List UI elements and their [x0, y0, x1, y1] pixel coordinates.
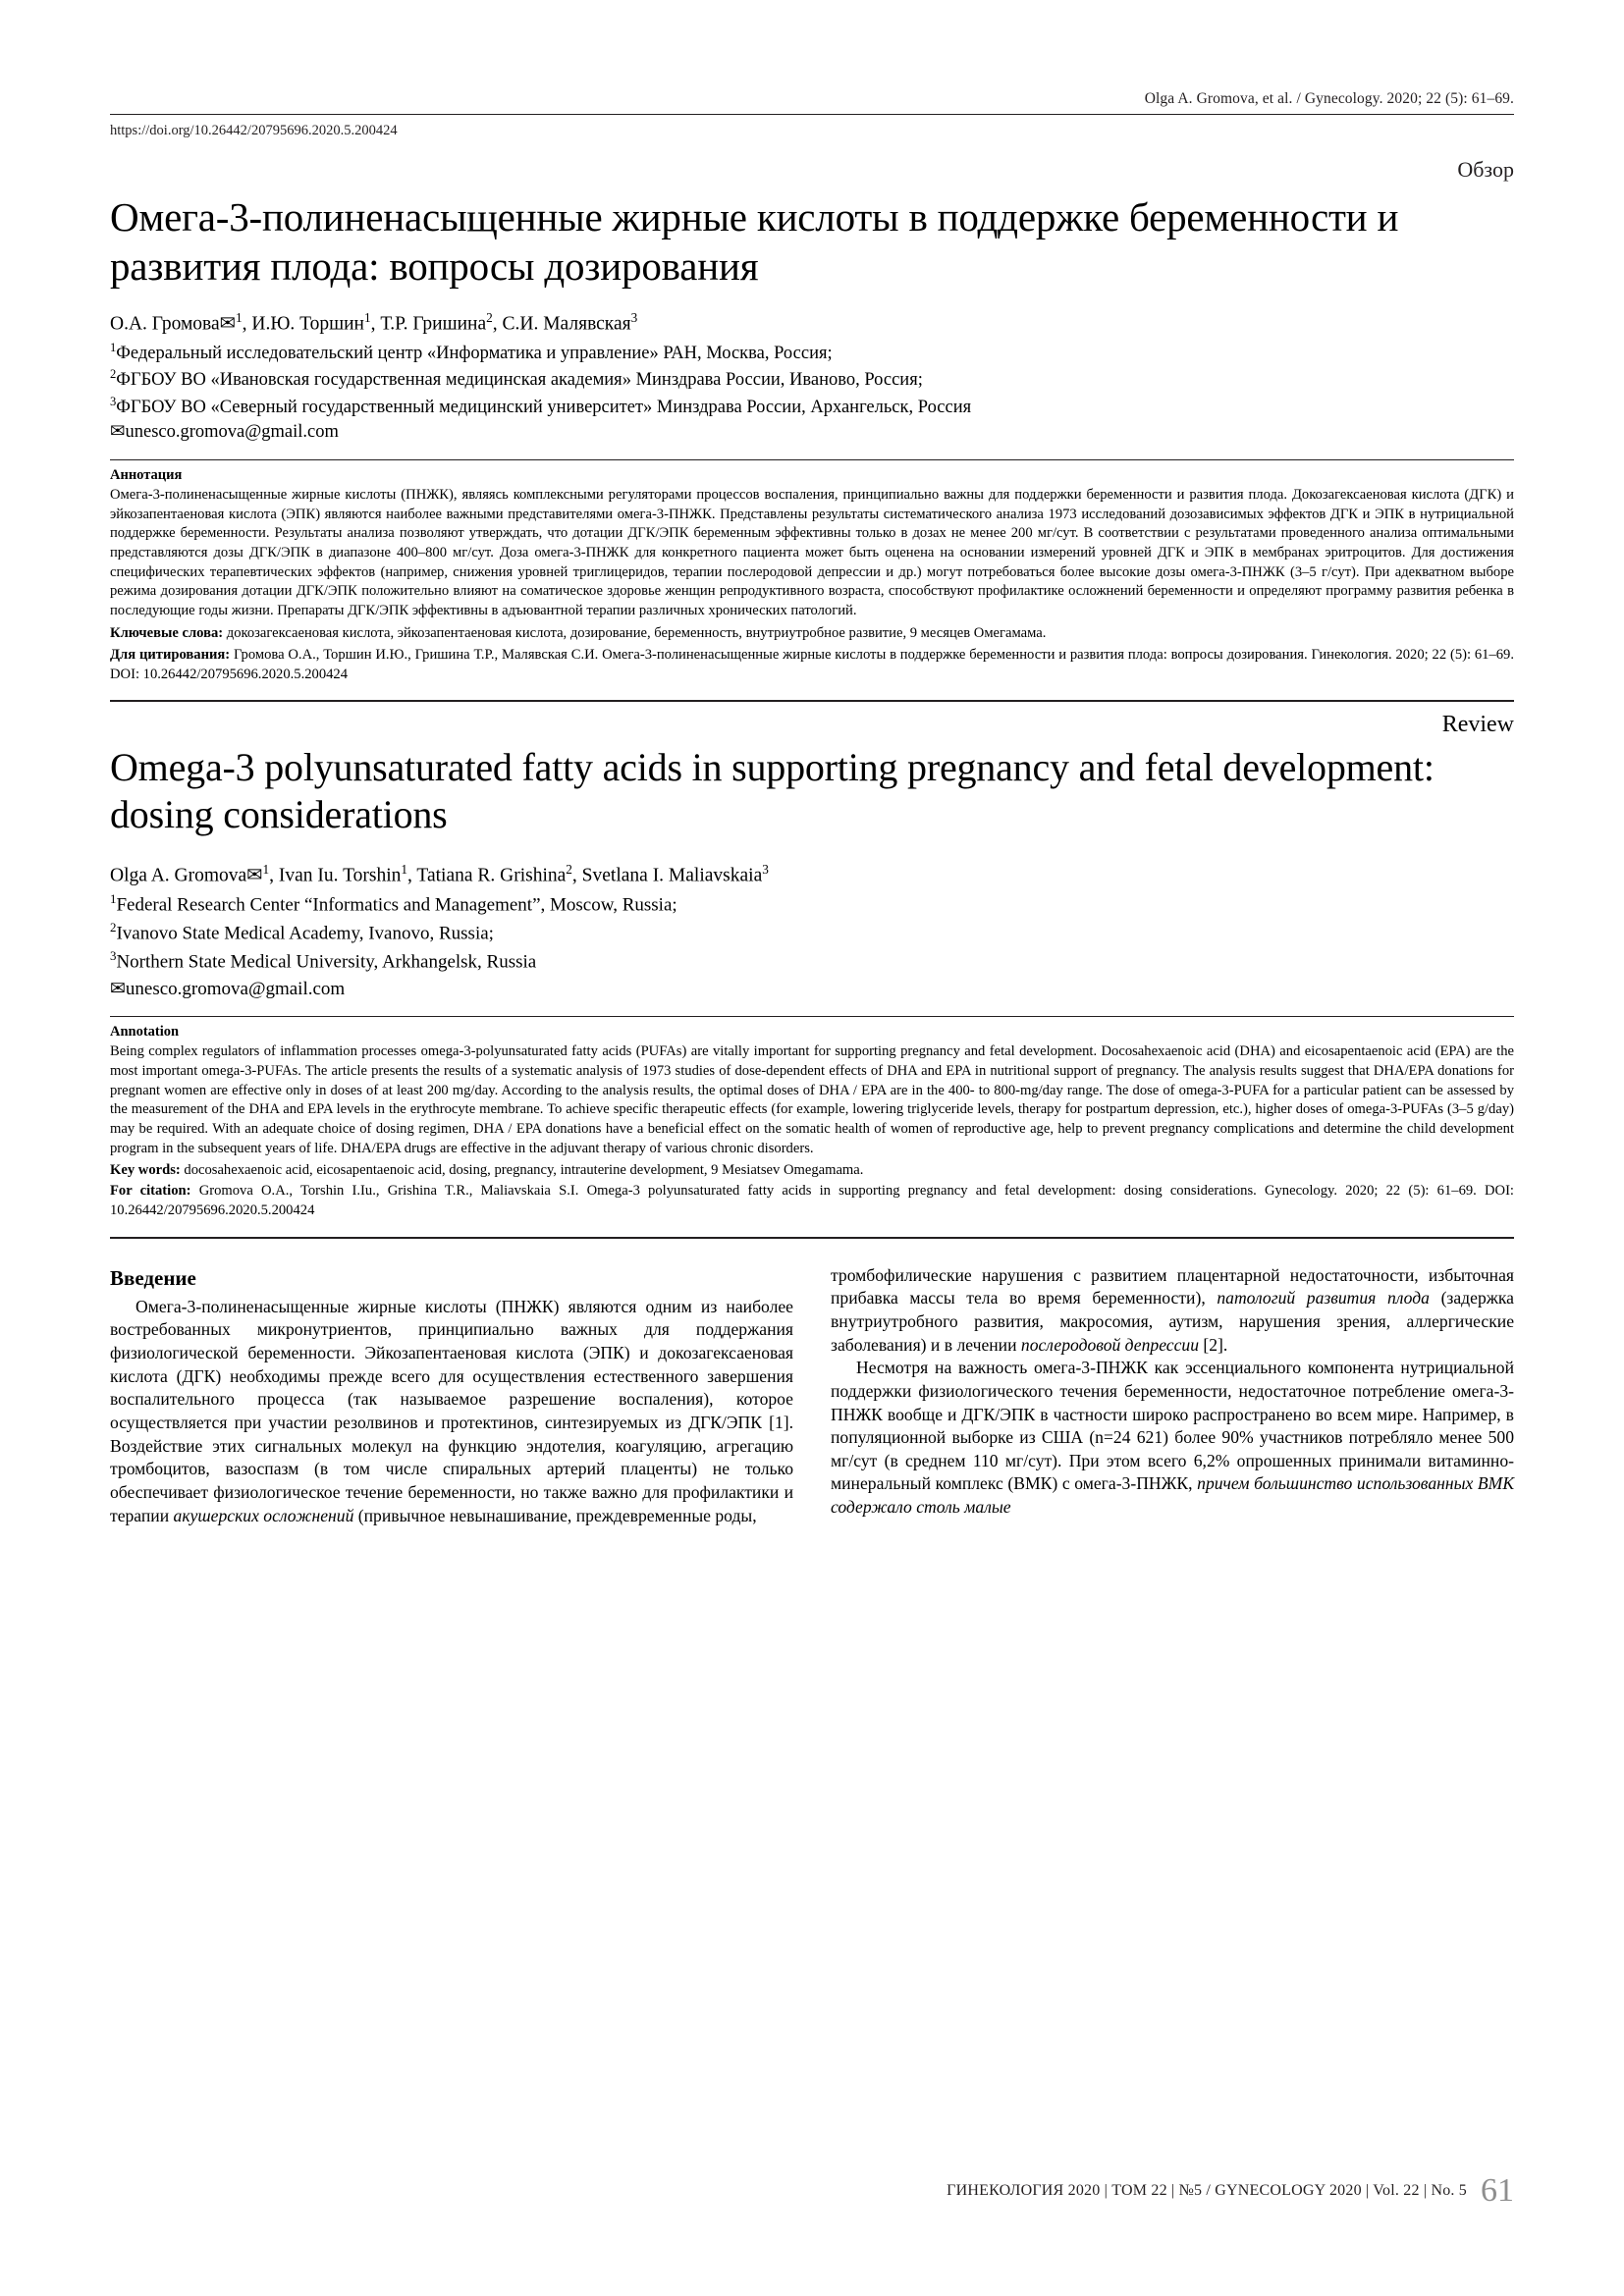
- body-paragraph-2: [831, 1264, 1514, 1358]
- authors-ru: О.А. Громова✉$^1$, И.Ю. Торшин$^1$, Т.Р. Гришина$^2$, С.И. Малявская$^3$: [110, 309, 638, 335]
- body-divider: [110, 1237, 1514, 1239]
- annotation-heading-en: Annotation: [110, 1024, 180, 1041]
- affiliation-en-3: $^3$Northern State Medical University, Arkhangelsk, Russia: [110, 947, 537, 973]
- affiliations-ru: [110, 340, 1514, 420]
- body-paragraph-1: [110, 1296, 793, 1528]
- citation-label-en: For citation:: [110, 1183, 191, 1200]
- keywords-label-en: Key words:: [110, 1161, 181, 1178]
- footer-journal-line: ГИНЕКОЛОГИЯ 2020 | ТОМ 22 | №5 / GYNECOLOGY 2020 | Vol. 22 | No. 5: [947, 2182, 1467, 2199]
- keywords-en: [110, 1161, 1514, 1181]
- affiliations-en: [110, 890, 1514, 976]
- body-p2-italic-1: патологий развития плода: [1217, 1288, 1430, 1308]
- body-paragraph-3: [831, 1357, 1514, 1520]
- annotation-text-en: Being complex regulators of inflammation processes omega-3-polyunsaturated fatty acids (PUFAs) are vitally important for supporting pregnancy and fetal development. Docosahexaenoic acid (DHA) and eicosapentaenoic acid (EPA) are the most important omega-3-PUFAs. The article presents the results of a systematic analysis of 1973 studies of dose-dependent effects of DHA and EPA in nutritional support of pregnancy. The analysis results suggest that DHA/EPA donations for pregnant women are effective only in doses of at least 200 mg/day. According to the analysis results, the optimal doses of DHA / EPA are in the 400- to 800-mg/day range. The dose of omega-3-PUFA for a particular patient can be assessed by the measurement of the DHA and EPA levels in the erythrocyte membrane. To achieve specific therapeutic effects (for example, lowering triglyceride levels, therapy for postpartum depression, etc.), higher doses of omega-3-PUFAs (3–5 g/day) may be required. With an adequate choice of dosing regimen, DHA / EPA donations have a beneficial effect on the somatic health of women of reproductive age, help to prevent pregnancy complications and determine the child development program in the subsequent years of life. DHA/EPA drugs are effective in the adjuvant therapy of various chronic disorders.: [110, 1043, 1514, 1156]
- page-number: 61: [1481, 2172, 1514, 2209]
- section-kind-ru: Обзор: [1457, 157, 1514, 182]
- body-p2-part3: [2].: [1199, 1334, 1228, 1355]
- body-p3-italic: причем большинство использованных ВМК содержало столь малые: [831, 1473, 1514, 1518]
- header-divider: [110, 114, 1514, 115]
- keywords-ru: [110, 624, 1514, 644]
- page-content: [110, 90, 1514, 1527]
- affiliation-ru-3: $^3$ФГБОУ ВО «Северный государственный медицинский университет» Минздрава России, Архангельск, Россия: [110, 394, 972, 418]
- citation-label-ru: Для цитирования:: [110, 647, 231, 664]
- body-columns: [110, 1264, 1514, 1528]
- corresponding-email-en[interactable]: ✉unesco.gromova@gmail.com: [110, 978, 346, 999]
- language-divider: [110, 700, 1514, 702]
- citation-text-en: Gromova O.A., Torshin I.Iu., Grishina T.R., Maliavskaia S.I. Omega-3 polyunsaturated fatty acids in supporting pregnancy and fetal development: dosing considerations. Gynecology. 2020; 22 (5): 61–69. DOI: 10.26442/20795696.2020.5.200424: [110, 1183, 1514, 1218]
- authors-en: Olga A. Gromova✉$^1$, Ivan Iu. Torshin$^1$, Tatiana R. Grishina$^2$, Svetlana I. Maliavskaia$^3$: [110, 862, 769, 886]
- affiliation-en-1: $^1$Federal Research Center “Informatics and Management”, Moscow, Russia;: [110, 891, 677, 916]
- keywords-label-ru: Ключевые слова:: [110, 624, 224, 641]
- keywords-text-ru: докозагексаеновая кислота, эйкозапентаеновая кислота, дозирование, беременность, внутриутробное развитие, 9 месяцев Омегамама.: [226, 624, 1047, 641]
- article-title-ru: Омега-3-полиненасыщенные жирные кислоты в поддержке беременности и развития плода: вопросы дозирования: [110, 194, 1399, 290]
- body-p1-part1: Омега-3-полиненасыщенные жирные кислоты (ПНЖК) являются одним из наиболее востребованных микронутриентов, принципиально важных для поддержания физиологической беременности. Эйкозапентаеновая кислота (ЭПК) и докозагексаеновая кислота (ДГК) необходимы прежде всего для осуществления естественного завершения воспалительного процесса (так называемое разрешение воспаления), которое осуществляется при участии резолвинов и протектинов, синтезируемых из ДГК/ЭПК [1]. Воздействие этих сигнальных молекул на функцию эндотелия, коагуляцию, агрегацию тромбоцитов, вазоспазм (в том числе спиральных артерий плаценты) не только обеспечивает физиологическое течение беременности, но также важно для профилактики и терапии: [110, 1296, 793, 1525]
- corresponding-email-ru[interactable]: ✉unesco.gromova@gmail.com: [110, 422, 339, 443]
- affiliation-ru-2: $^2$ФГБОУ ВО «Ивановская государственная медицинская академия» Минздрава России, Иваново, Россия;: [110, 367, 923, 391]
- body-column-right: [831, 1264, 1514, 1528]
- section-heading-introduction: Введение: [110, 1265, 196, 1290]
- body-column-left: [110, 1264, 793, 1528]
- affiliation-en-2: $^2$Ivanovo State Medical Academy, Ivanovo, Russia;: [110, 920, 494, 944]
- body-p2-italic-2: послеродовой депрессии: [1020, 1334, 1199, 1355]
- body-p1-italic: акушерских осложнений: [173, 1505, 354, 1525]
- body-p1-part2: (привычное невынашивание, преждевременные роды,: [353, 1505, 757, 1525]
- doi-row: [110, 123, 1514, 139]
- page-footer: [110, 2168, 1514, 2209]
- body-p3-part1: Несмотря на важность омега-3-ПНЖК как эссенциального компонента нутрициальной поддержки физиологического течения беременности, недостаточное потребление омега-3-ПНЖК вообще и ДГК/ЭПК в частности широко распространено во всем мире. Например, в популяционной выборке из США (n=24 621) более 90% участников потребляло менее 500 мг/сут (в среднем 110 мг/сут). При этом всего 6,2% опрошенных принимали витаминно-минеральный комплекс (ВМК) с омега-3-ПНЖК,: [831, 1358, 1514, 1494]
- abstract-divider-ru: [110, 459, 1514, 460]
- citation-en: [110, 1182, 1514, 1220]
- body-p2-part2: (задержка внутриутробного развития, макросомия, аутизм, нарушения зрения, аллергические заболевания) и в лечении: [831, 1288, 1514, 1355]
- affiliation-ru-1: $^1$Федеральный исследовательский центр «Информатика и управление» РАН, Москва, Россия;: [110, 341, 833, 364]
- abstract-divider-en: [110, 1016, 1514, 1017]
- body-p2-part1: тромбофилические нарушения с развитием плацентарной недостаточности, избыточная прибавка массы тела во время беременности),: [831, 1264, 1514, 1308]
- citation-ru: [110, 646, 1514, 684]
- section-kind-en: Review: [1441, 712, 1514, 738]
- doi-link[interactable]: https://doi.org/10.26442/20795696.2020.5.200424: [110, 123, 398, 138]
- article-title-en: Omega-3 polyunsaturated fatty acids in supporting pregnancy and fetal development: dosing considerations: [110, 745, 1435, 837]
- annotation-text-ru: Омега-3-полиненасыщенные жирные кислоты (ПНЖК), являясь комплексными регуляторами процессов воспаления, принципиально важны для поддержки беременности и развития плода. Докозагексаеновая кислота (ДГК) и эйкозапентаеновая кислота (ЭПК) являются наиболее важными представителями омега-3-ПНЖК. Представлены результаты систематического анализа 1973 исследований дозозависимых эффектов ДГК и ЭПК в нутрициальной поддержке беременности. Результаты анализа позволяют утверждать, что дотации ДГК/ЭПК беременным эффективны только в дозах не менее 200 мг/сут. В соответствии с результатами проведенного анализа оптимальными представляются дозы ДГК/ЭПК в диапазоне 400–800 мг/сут. Доза омега-3-ПНЖК для конкретного пациента может быть оценена на основании измерений уровней ДГК и ЭПК в мембранах эритроцитов. Для достижения специфических терапевтических эффектов (например, снижения уровней триглицеридов, терапии послеродовой депрессии и др.) могут потребоваться более высокие дозы омега-3-ПНЖК (3–5 г/сут). При адекватном выборе режима дозирования дотации ДГК/ЭПК положительно влияют на соматическое здоровье женщин репродуктивного возраста, способствуют профилактике осложнений беременности и определяют программу развития ребенка в последующие годы жизни. Препараты ДГК/ЭПК эффективны в адъювантной терапии различных хронических патологий.: [110, 487, 1514, 618]
- keywords-text-en: docosahexaenoic acid, eicosapentaenoic acid, dosing, pregnancy, intrauterine development, 9 Mesiatsev Omegamama.: [184, 1161, 864, 1178]
- citation-text-ru: Громова О.А., Торшин И.Ю., Гришина Т.Р., Малявская С.И. Омега-3-полиненасыщенные жирные кислоты в поддержке беременности и развития плода: вопросы дозирования. Гинекология. 2020; 22 (5): 61–69. DOI: 10.26442/20795696.2020.5.200424: [110, 647, 1514, 682]
- annotation-heading-ru: Аннотация: [110, 467, 183, 484]
- running-head: Olga A. Gromova, et al. / Gynecology. 2020; 22 (5): 61–69.: [1144, 90, 1514, 107]
